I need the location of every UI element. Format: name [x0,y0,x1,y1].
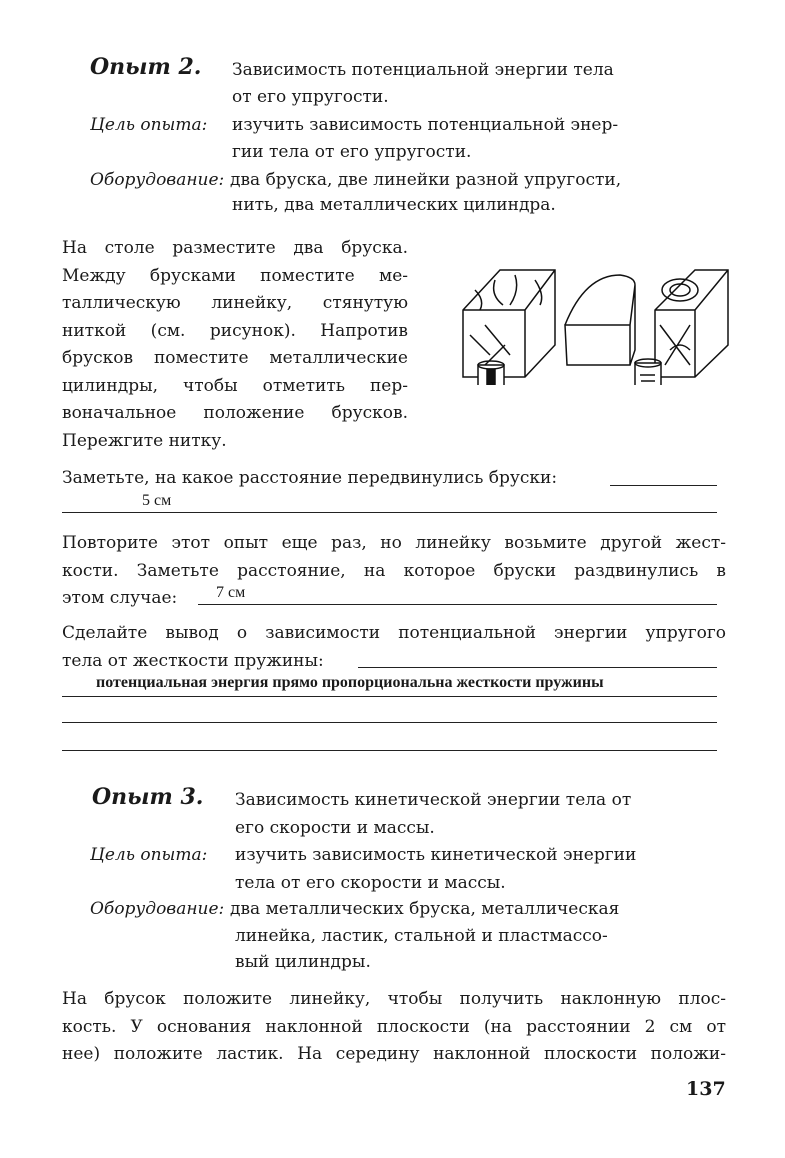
paragraph-line: нее) положите ластик. На середину наклонной плоскости положи- [62,1044,726,1064]
exp2-equip: нить, два металлических цилиндра. [232,195,556,215]
answer-line [62,750,717,751]
exp2-goal: гии тела от его упругости. [232,142,472,162]
exp3-goal: тела от его скорости и массы. [235,873,506,893]
exp2-topic: Зависимость потенциальной энергии тела [232,60,614,80]
answer-distance-2: 7 см [216,584,246,601]
paragraph-line: брусков поместите металлические [62,348,408,368]
exp3-equip: линейка, ластик, стальной и пластмассо- [235,926,608,946]
exp3-equip: вый цилиндры. [235,952,371,972]
exp3-equip: два металлических бруска, металлическая [230,899,620,919]
answer-line [610,485,717,486]
answer-line [358,667,717,668]
paragraph-line: Пережгите нитку. [62,431,227,451]
question-line: тела от жесткости пружины: [62,651,324,671]
paragraph-line: На столе разместите два бруска. [62,238,408,258]
paragraph-line: цилиндры, чтобы отметить пер- [62,376,408,396]
exp2-equip-label: Оборудование: [90,170,225,190]
exp3-topic: его скорости и массы. [235,818,435,838]
paragraph-line: Между брусками поместите ме- [62,266,408,286]
question-line: Повторите этот опыт еще раз, но линейку возьмите другой жест- [62,533,726,553]
exp3-goal: изучить зависимость кинетической энергии [235,845,637,865]
question-line: этом случае: [62,588,178,608]
paragraph-line: таллическую линейку, стянутую [62,293,408,313]
answer-line [62,696,717,697]
paragraph-line: На брусок положите линейку, чтобы получить наклонную плос- [62,989,726,1009]
question-distance: Заметьте, на какое расстояние передвинулись бруски: [62,468,558,488]
exp2-goal-label: Цель опыта: [90,115,208,135]
exp2-goal: изучить зависимость потенциальной энер- [232,115,619,135]
experiment-illustration [455,255,730,385]
exp2-equip: два бруска, две линейки разной упругости, [230,170,622,190]
page-number: 137 [686,1078,726,1100]
exp2-title: Опыт 2. [90,54,202,80]
exp2-topic: от его упругости. [232,87,389,107]
exp3-equip-label: Оборудование: [90,899,225,919]
exp3-topic: Зависимость кинетической энергии тела от [235,790,632,810]
answer-line [62,722,717,723]
question-line: кости. Заметьте расстояние, на которое бруски раздвинулись в [62,561,726,581]
exp3-title: Опыт 3. [92,784,204,810]
question-line: Сделайте вывод о зависимости потенциальной энергии упругого [62,623,726,643]
paragraph-line: кость. У основания наклонной плоскости (на расстоянии 2 см от [62,1017,726,1037]
paragraph-line: ниткой (см. рисунок). Напротив [62,321,408,341]
exp3-goal-label: Цель опыта: [90,845,208,865]
answer-line [62,512,717,513]
answer-line [198,604,717,605]
paragraph-line: воначальное положение брусков. [62,403,408,423]
answer-distance: 5 см [142,492,172,509]
answer-conclusion: потенциальная энергия прямо пропорциональна жесткости пружины [96,674,604,691]
